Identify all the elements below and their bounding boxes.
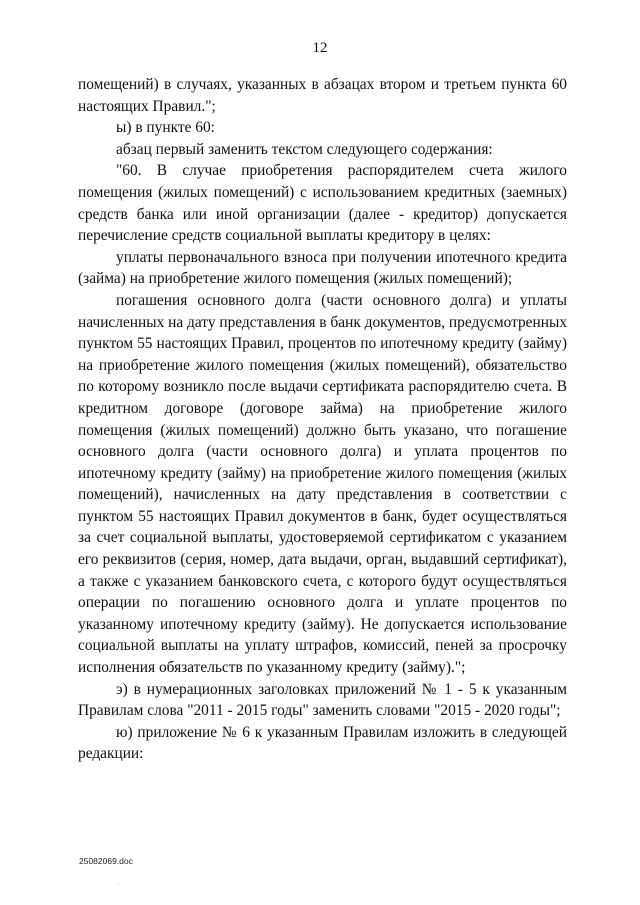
paragraph-item-e: э) в нумерационных заголовках приложений № 1 - 5 к указанным Правилам слова "2011 - 2015 годы" заменить словами "2015 - 2020 годы";: [78, 680, 567, 720]
footer-filename: 25082069.doc: [79, 856, 133, 866]
paragraph-point-60: "60. В случае приобретения распорядителем счета жилого помещения (жилых помещений) с использованием кредитных (заемных) средств банка или иной организации (далее - кредитор) допускается перечисление средств социальной выплаты кредитору в целях:: [78, 162, 567, 245]
paragraph-item-yu: ю) приложение № 6 к указанным Правилам изложить в следующей редакции:: [78, 723, 567, 763]
paragraph-debt-repayment: погашения основного долга (части основного долга) и уплаты начисленных на дату представления в банк документов, предусмотренных пунктом 55 настоящих Правил, процентов по ипотечному кредиту (займу) на приобретение жилого помещения (жилых помещений), обязательство по которому возникло после выдачи сертификата распорядителю счета. В кредитном договоре (договоре займа) на приобретение жилого помещения (жилых помещений) должно быть указано, что погашение основного долга (части основного долга) и уплата процентов по ипотечному кредиту (займу) на приобретение жилого помещения (жилых помещений), начисленных на дату представления в соответствии с пунктом 55 настоящих Правил документов в банк, будет осуществляться за счет социальной выплаты, удостоверяемой сертификатом с указанием его реквизитов (серия, номер, дата выдачи, орган, выдавший сертификат), а также с указанием банковского счета, с которого будут осуществляться операции по погашению основного долга и уплате процентов по указанному ипотечному кредиту (займу). Не допускается использование социальной выплаты на уплату штрафов, комиссий, пеней за просрочку исполнения обязательств по указанному кредиту (займу).";: [78, 291, 568, 677]
paragraph-down-payment: уплаты первоначального взноса при получении ипотечного кредита (займа) на приобретение жилого помещения (жилых помещений);: [78, 248, 567, 288]
page-number: 12: [312, 40, 328, 56]
paragraph-continuation: помещений) в случаях, указанных в абзацах втором и третьем пункта 60 настоящих Правил.";: [78, 76, 567, 115]
paragraph-replace-intro: абзац первый заменить текстом следующего содержания:: [116, 140, 493, 158]
paragraph-item-y: ы) в пункте 60:: [116, 119, 215, 137]
document-body: [78, 74, 567, 765]
footer-mark: .: [118, 881, 120, 887]
